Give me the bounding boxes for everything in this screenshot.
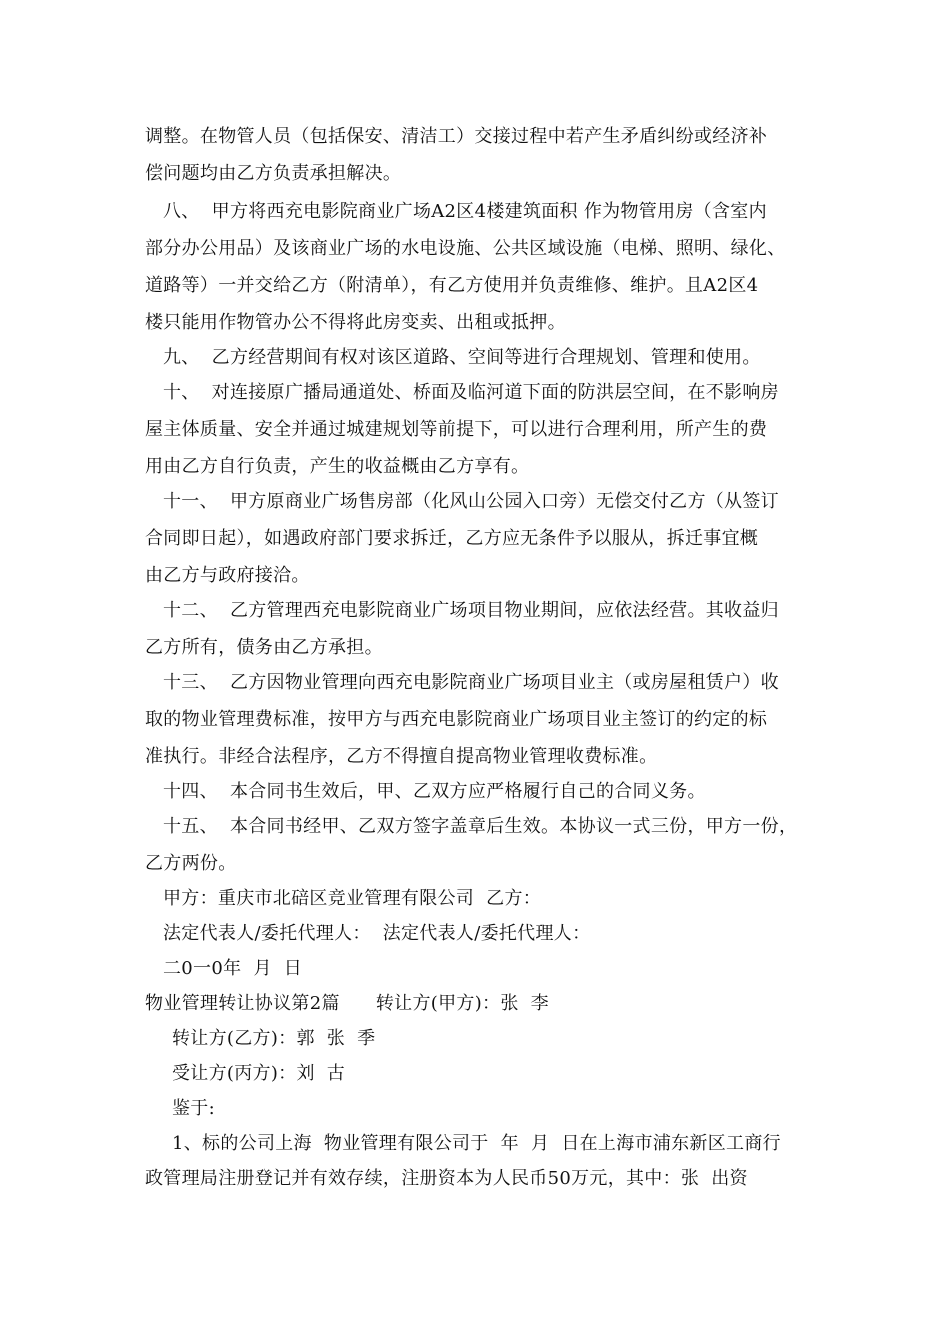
text-line: 楼只能用作物管办公不得将此房变卖、出租或抵押。	[145, 312, 566, 333]
text-line: 1、标的公司上海 物业管理有限公司于 年 月 日在上海市浦东新区工商行	[172, 1133, 781, 1154]
text-line: 偿问题均由乙方负责承担解决。	[145, 163, 402, 184]
text-line: 十三、 乙方因物业管理向西充电影院商业广场项目业主（或房屋租赁户）收	[163, 672, 779, 693]
text-line: 十五、 本合同书经甲、乙双方签字盖章后生效。本协议一式三份，甲方一份，	[163, 816, 798, 837]
text-line: 十二、 乙方管理西充电影院商业广场项目物业期间，应依法经营。其收益归	[163, 600, 779, 621]
text-line: 调整。在物管人员（包括保安、清洁工）交接过程中若产生矛盾纠纷或经济补	[145, 126, 768, 147]
text-line: 乙方两份。	[145, 853, 237, 874]
text-line: 物业管理转让协议第2篇 转让方(甲方)：张 李	[145, 993, 549, 1014]
text-line: 法定代表人/委托代理人： 法定代表人/委托代理人：	[163, 923, 591, 944]
text-line: 十四、 本合同书生效后，甲、乙双方应严格履行自己的合同义务。	[163, 781, 706, 802]
text-line: 八、 甲方将西充电影院商业广场A2区4楼建筑面积 作为物管用房（含室内	[163, 201, 767, 222]
text-line: 屋主体质量、安全并通过城建规划等前提下，可以进行合理利用，所产生的费	[145, 419, 768, 440]
text-line: 由乙方与政府接洽。	[145, 565, 310, 586]
text-line: 鉴于:	[172, 1098, 215, 1119]
text-line: 九、 乙方经营期间有权对该区道路、空间等进行合理规划、管理和使用。	[163, 347, 761, 368]
text-line: 道路等）一并交给乙方（附清单），有乙方使用并负责维修、维护。且A2区4	[145, 275, 759, 296]
text-line: 准执行。非经合法程序，乙方不得擅自提高物业管理收费标准。	[145, 746, 658, 767]
text-line: 受让方(丙方)：刘 古	[172, 1063, 346, 1084]
text-line: 乙方所有，债务由乙方承担。	[145, 637, 383, 658]
text-line: 二0一0年 月 日	[163, 958, 303, 979]
text-line: 政管理局注册登记并有效存续，注册资本为人民币50万元，其中：张 出资	[145, 1168, 748, 1189]
text-line: 十一、 甲方原商业广场售房部（化风山公园入口旁）无偿交付乙方（从签订	[163, 491, 779, 512]
text-line: 取的物业管理费标准，按甲方与西充电影院商业广场项目业主签订的约定的标	[145, 709, 768, 730]
text-line: 用由乙方自行负责，产生的收益概由乙方享有。	[145, 456, 530, 477]
text-line: 部分办公用品）及该商业广场的水电设施、公共区域设施（电梯、照明、绿化、	[145, 238, 786, 259]
text-line: 转让方(乙方)：郭 张 季	[172, 1028, 376, 1049]
text-line: 合同即日起），如遇政府部门要求拆迁，乙方应无条件予以服从，拆迁事宜概	[145, 528, 759, 549]
text-line: 甲方：重庆市北碚区竞业管理有限公司 乙方：	[163, 888, 542, 909]
text-line: 十、 对连接原广播局通道处、桥面及临河道下面的防洪层空间，在不影响房	[163, 382, 779, 403]
